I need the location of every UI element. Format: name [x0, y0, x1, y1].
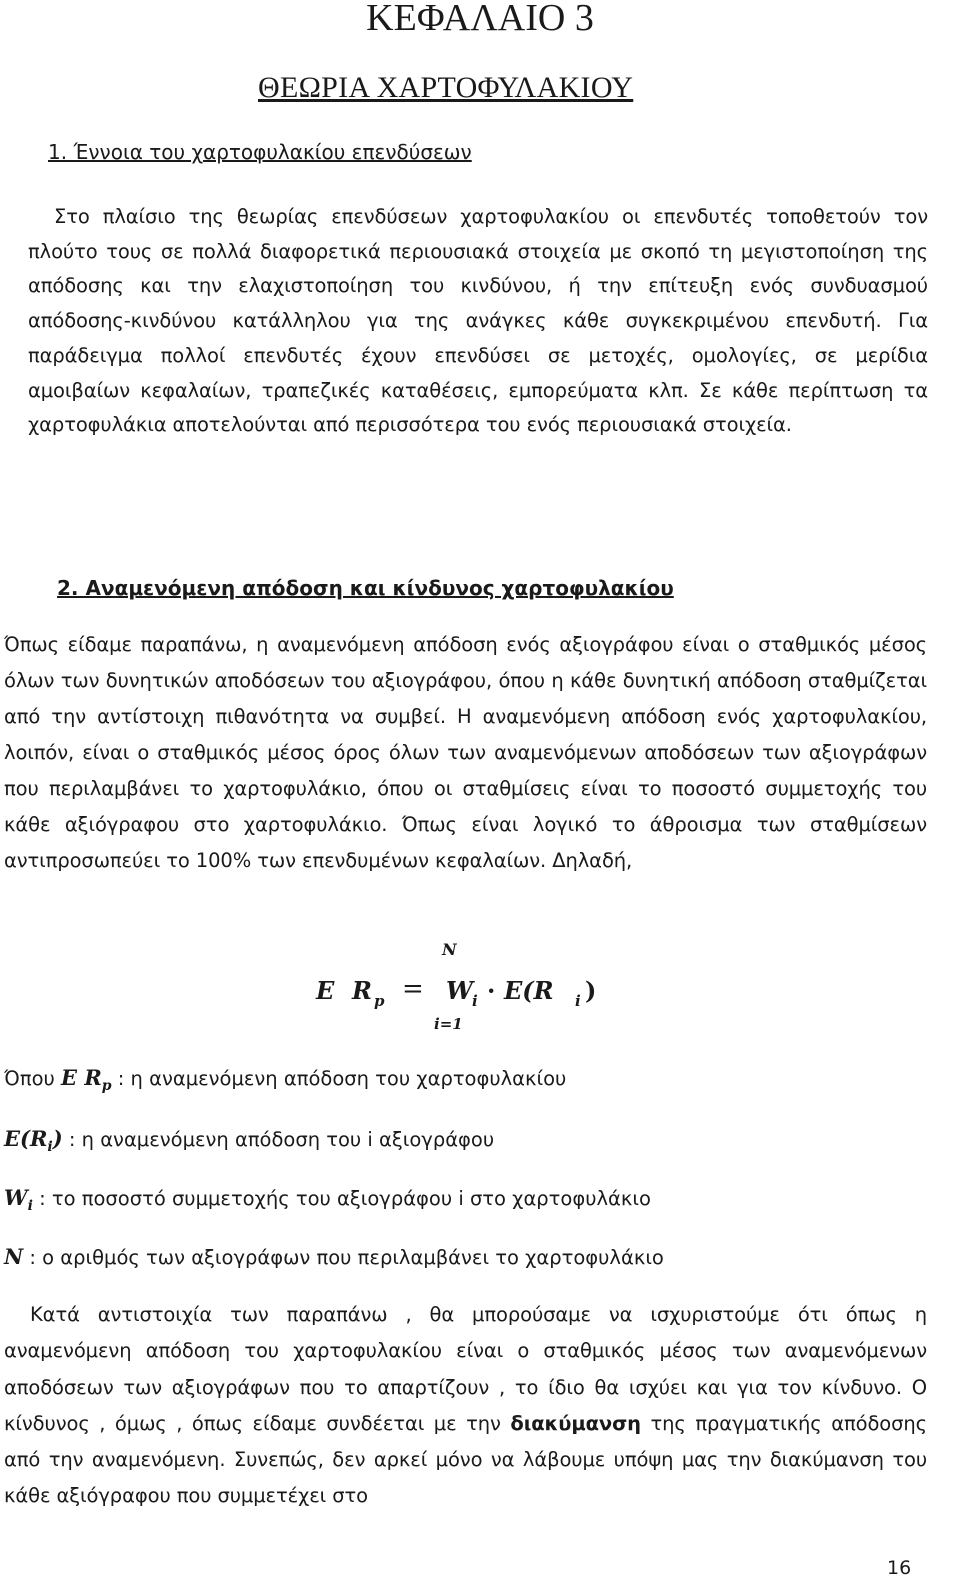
chapter-title: ΚΕΦΑΛΑΙΟ 3	[366, 0, 594, 39]
definition-weight	[4, 1184, 651, 1220]
definition-text: : η αναμενόμενη απόδοση του i αξιογράφου	[62, 1128, 495, 1151]
formula-lhs-r: R	[352, 976, 372, 1005]
definition-symbol-sub: i	[27, 1197, 33, 1214]
definition-text: : η αναμενόμενη απόδοση του χαρτοφυλακίου	[111, 1067, 567, 1090]
definition-symbol: E R	[61, 1065, 102, 1090]
definition-symbol-sub: i	[47, 1138, 53, 1155]
definition-count	[4, 1243, 664, 1272]
section2-paragraph: Όπως είδαμε παραπάνω, η αναμενόμενη απόδοση ενός αξιογράφου είναι ο σταθμικός μέσος όλων των δυνητικών αποδόσεων του αξιογράφου, όπου η κάθε δυνητική απόδοση σταθμίζεται από την αντίστοιχη πιθανότητα να συμβεί. Η αναμενόμενη απόδοση ενός χαρτοφυλακίου, λοιπόν, είναι ο σταθμικός μέσος όρος όλων των αναμενόμενων αποδόσεων των αξιογράφων που περιλαμβάνει το χαρτοφυλάκιο, όπου οι σταθμίσεις είναι το ποσοστό συμμετοχής του κάθε αξιόγραφου στο χαρτοφυλάκιο. Όπως είναι λογικό το άθροισμα των σταθμίσεων αντιπροσωπεύει το 100% των επενδυμένων κεφαλαίων. Δηλαδή,	[4, 633, 927, 872]
section2-heading: 2. Αναμενόμενη απόδοση και κίνδυνος χαρτοφυλακίου	[57, 576, 674, 600]
definition-symbol-sub: p	[101, 1077, 112, 1094]
definition-prefix: Όπου	[4, 1067, 61, 1090]
formula-lower-limit: i=1	[434, 1015, 463, 1033]
paragraph-3	[4, 1297, 927, 1515]
page-number: 16	[887, 1557, 912, 1579]
section1-paragraph-text: Στο πλαίσιο της θεωρίας επενδύσεων χαρτοφυλακίου οι επενδυτές τοποθετούν τον πλούτο τους σε πολλά διαφορετικά περιουσιακά στοιχεία με σκοπό τη μεγιστοποίηση της απόδοσης και την ελαχιστοποίηση του κινδύνου, ή την επίτευξη ενός συνδυασμού απόδοσης-κινδύνου κατάλληλου για της ανάγκες κάθε συγκεκριμένου επενδυτή. Για παράδειγμα πολλοί επενδυτές έχουν επενδύσει σε μετοχές, ομολογίες, σε μερίδια αμοιβαίων κεφαλαίων, τραπεζικές καταθέσεις, εμπορεύματα κλπ. Σε κάθε περίπτωση τα χαρτοφυλάκια αποτελούνται από περισσότερα του ενός περιουσιακά στοιχεία.	[28, 205, 928, 437]
formula-w-sub: i	[472, 992, 478, 1010]
bold-term: διακύμανση	[510, 1411, 641, 1435]
formula-equals: =	[402, 974, 424, 1004]
definition-text: : ο αριθμός των αξιογράφων που περιλαμβάνει το χαρτοφυλάκιο	[23, 1246, 664, 1269]
definition-symbol: W	[4, 1185, 28, 1210]
formula-dot: ·	[487, 976, 496, 1005]
formula-upper-limit: N	[442, 940, 457, 959]
expected-return-formula	[0, 940, 960, 1040]
definition-text: : το ποσοστό συμμετοχής του αξιογράφου i στο χαρτοφυλάκιο	[32, 1187, 651, 1210]
definition-symbol-close: )	[52, 1126, 63, 1151]
definition-symbol: N	[4, 1244, 24, 1269]
paragraph-3-continuation: της πραγματικής απόδοσης από την αναμενόμενη. Συνεπώς, δεν αρκεί μόνο να λάβουμε υπόψη μας την διακύμανση του κάθε αξιόγραφου που συμμετέχει στο	[4, 1411, 927, 1508]
definition-security-return	[4, 1125, 494, 1161]
section1-heading: 1. Έννοια του χαρτοφυλακίου επενδύσεων	[48, 140, 472, 164]
subtitle: ΘΕΩΡΙΑ ΧΑΡΤΟΦΥΛΑΚΙΟΥ	[258, 71, 634, 104]
section1-paragraph	[28, 200, 928, 443]
definition-symbol: E(R	[4, 1126, 48, 1151]
formula-rhs: E(R	[504, 976, 554, 1005]
formula-w: W	[446, 976, 473, 1005]
formula-rhs-close: )	[585, 976, 597, 1005]
formula-lhs-e: E	[316, 976, 335, 1005]
paragraph-3-text: Κατά αντιστοιχία των παραπάνω , θα μπορούσαμε να ισχυριστούμε ότι όπως η αναμενόμενη απόδοση του χαρτοφυλακίου είναι ο σταθμικός μέσος των αναμενόμενων αποδόσεων των αξιογράφων που το απαρτίζουν , το ίδιο θα ισχύει και για τον κίνδυνο. Ο κίνδυνος , όμως , όπως είδαμε συνδέεται με την	[4, 1303, 927, 1435]
definition-portfolio-return	[4, 1064, 566, 1100]
formula-rhs-sub: i	[575, 992, 581, 1010]
formula-lhs-sub: p	[374, 992, 385, 1010]
